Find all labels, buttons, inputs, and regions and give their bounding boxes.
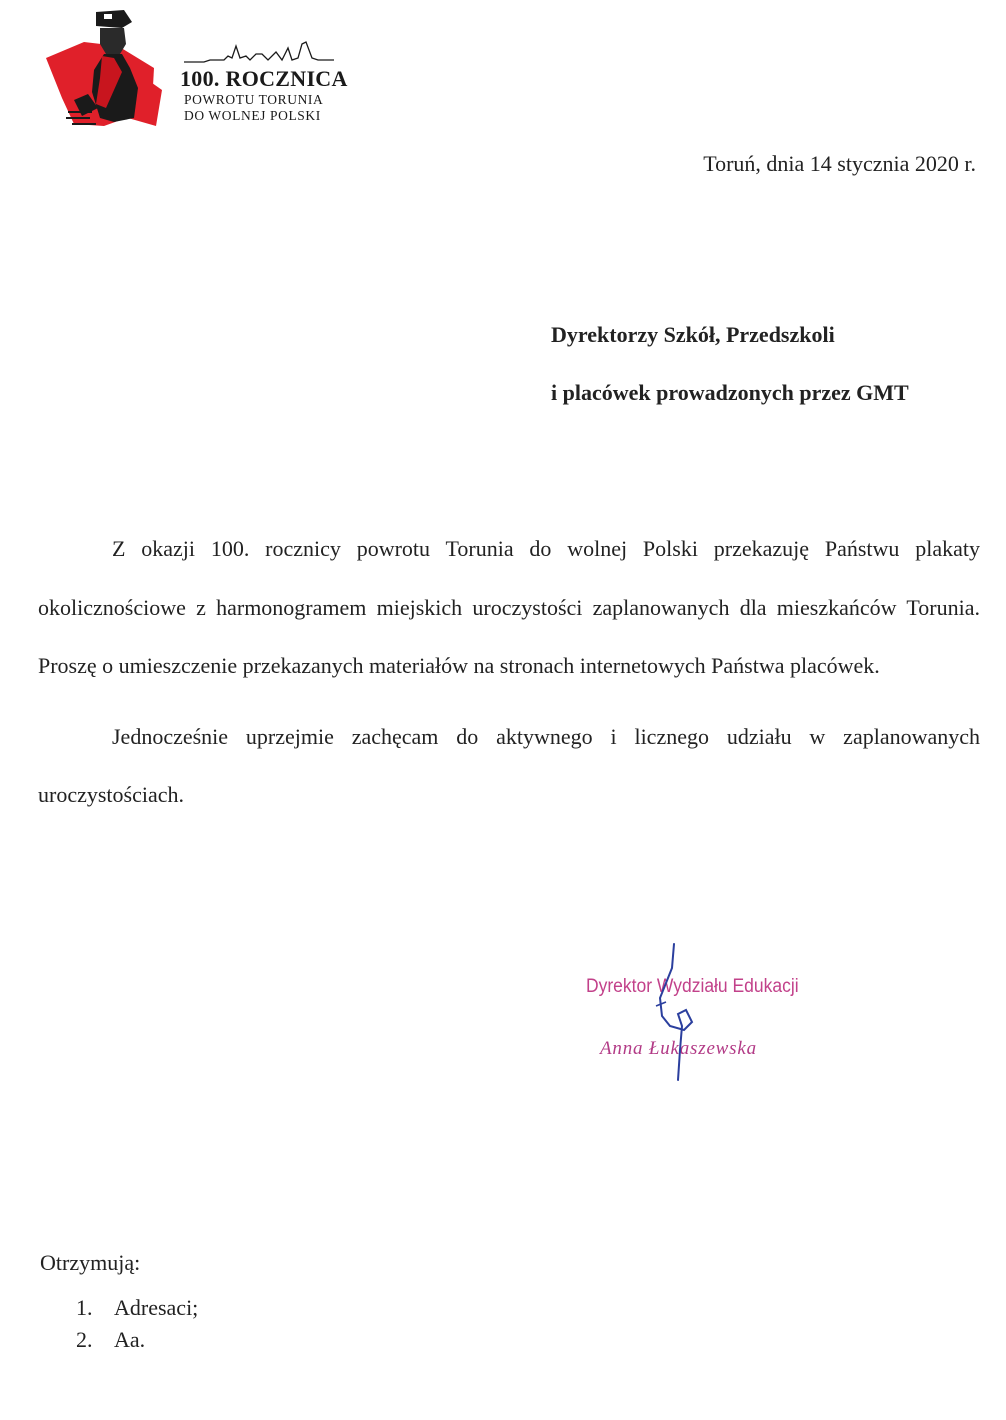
logo-subtitle-line1: POWROTU TORUNIA [184,92,324,107]
recipients-heading: Otrzymują: [40,1250,141,1275]
addressee-line1: Dyrektorzy Szkół, Przedszkoli [551,322,835,347]
list-item-label: Adresaci; [114,1295,199,1320]
list-item [76,1324,198,1356]
date-line: Toruń, dnia 14 stycznia 2020 r. [703,151,976,176]
recipients-list [76,1292,198,1356]
list-item [76,1292,198,1324]
logo-subtitle-line2: DO WOLNEJ POLSKI [184,108,321,123]
list-item-label: Aa. [114,1327,146,1352]
letter-body [38,520,980,825]
list-item-number: 1. [76,1295,93,1320]
logo-title: 100. ROCZNICA [180,66,348,91]
city-skyline-icon [184,40,334,66]
list-item-number: 2. [76,1327,93,1352]
body-paragraph-2: Jednocześnie uprzejmie zachęcam do aktywnego i licznego udziału w zaplanowanych uroczystościach. [38,723,980,807]
signature-stamp [586,940,816,1090]
handwritten-signature-icon [626,940,716,1082]
addressee-line2: i placówek prowadzonych przez GMT [551,380,909,405]
signature-name: Anna Łukaszewska [600,1038,757,1059]
soldier-with-flag-icon [44,8,164,130]
signature-role: Dyrektor Wydziału Edukacji [586,976,799,997]
body-paragraph-1: Z okazji 100. rocznicy powrotu Torunia do wolnej Polski przekazuję Państwu plakaty okolicznościowe z harmonogramem miejskich uroczystości zaplanowanych dla mieszkańców Torunia. Proszę o umieszczenie przekazanych materiałów na stronach internetowych Państwa placówek. [38,536,980,678]
